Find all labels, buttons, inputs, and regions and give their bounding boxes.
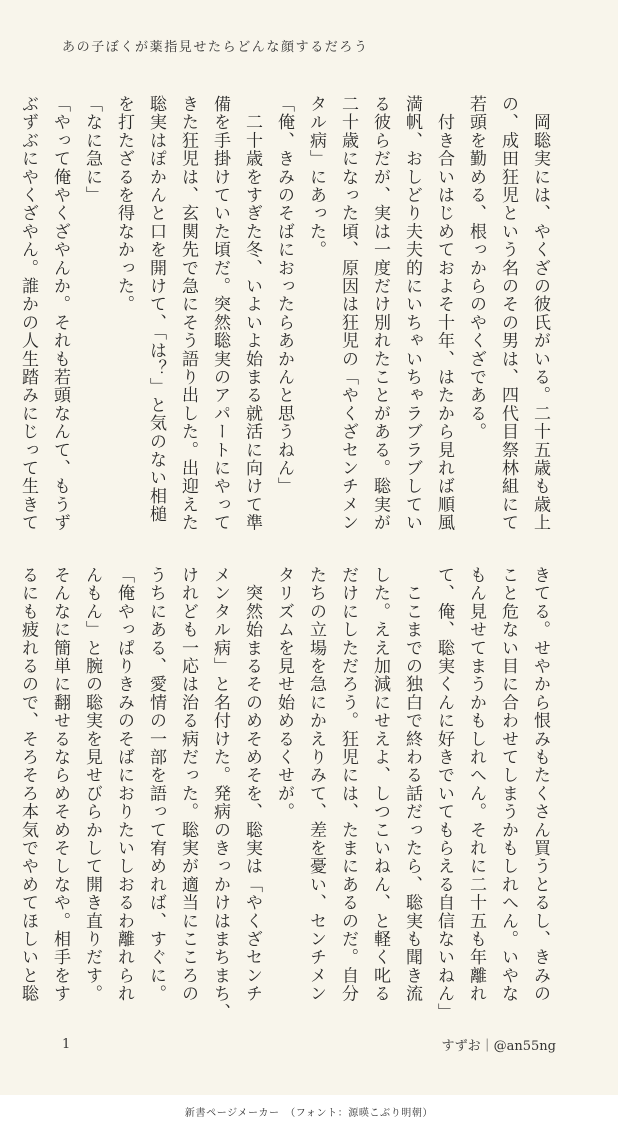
- text-line: 「俺やっぱりきみのそばにおりたいしおるわ離れられ: [114, 566, 134, 1003]
- text-line: だけにしただろう。狂児には、たまにあるのだ。自分: [338, 566, 358, 1003]
- text-line: 若頭を勤める、根っからのやくざである。: [466, 95, 486, 441]
- text-line: 「俺、きみのそばにおったらあかんと思うねん」: [274, 95, 294, 496]
- text-line: る彼らだが、実は一度だけ別れたことがある。聡実が: [370, 95, 390, 532]
- page-header-title: あの子ぼくが薬指見せたらどんな顔するだろう: [62, 40, 369, 55]
- page-number: 1: [62, 1037, 71, 1052]
- text-line: もん見せてまうかもしれへん。それに二十五も年離れ: [466, 566, 486, 1003]
- text-line: ぶずぶにやくざやん。誰かの人生踏みにじって生きて: [18, 95, 38, 532]
- text-line: した。ええ加減にせえよ、しつこいねん、と軽く叱る: [370, 566, 390, 1003]
- text-line: て、俺、聡実くんに好きでいてもらえる自信ないねん」: [434, 566, 454, 1021]
- text-line: 岡聡実には、やくざの彼氏がいる。二十五歳も歳上: [530, 95, 550, 532]
- text-line: 突然始まるそのめそめそを、聡実は「やくざセンチ: [242, 566, 262, 1003]
- text-line: こと危ない目に合わせてしまうかもしれへん。いやな: [498, 566, 518, 1003]
- text-line: 備を手掛けていた頃だ。突然聡実のアパートにやって: [210, 95, 230, 532]
- text-line: の、成田狂児という名のその男は、四代目祭林組にて: [498, 95, 518, 532]
- generator-credit: 新書ページメーカー （フォント：源暎こぶり明朝）: [184, 1108, 434, 1119]
- text-line: きてる。せやから恨みもたくさん買うとるし、きみの: [530, 566, 550, 1003]
- text-block-lower: [18, 566, 556, 1021]
- text-line: ここまでの独白で終わる話だったら、聡実も聞き流: [402, 566, 422, 1003]
- text-block-upper: [18, 95, 556, 532]
- text-line: るにも疲れるので、そろそろ本気でやめてほしいと聡: [18, 566, 38, 1003]
- text-line: タリズムを見せ始めるくせが。: [274, 566, 294, 821]
- text-line: メンタル病」と名付けた。発病のきっかけはまちまち、: [210, 566, 230, 1021]
- text-line: たちの立場を急にかえりみて、差を憂い、センチメン: [306, 566, 326, 1003]
- text-line: 「やって俺やくざやんか。それも若頭なんて、もうず: [50, 95, 70, 532]
- text-line: そんなに簡単に翻せるならめそめそしなや。相手をす: [50, 566, 70, 1003]
- text-line: んもん」と腕の聡実を見せびらかして開き直りだす。: [82, 566, 102, 1003]
- text-line: を打たざるを得なかった。: [114, 95, 134, 314]
- text-line: 聡実はぽかんと口を開けて、「は？」と気のない相槌: [146, 95, 166, 524]
- text-line: 二十歳をすぎた冬、いよいよ始まる就活に向けて準: [242, 95, 262, 532]
- text-line: 満帆、おしどり夫夫的にいちゃいちゃラブラブしてい: [402, 95, 422, 532]
- text-line: タル病」にあった。: [306, 95, 326, 259]
- text-line: 「なに急に」: [82, 95, 102, 205]
- author-credit: すずお｜@an55ng: [441, 1039, 556, 1054]
- text-line: けれども一応は治る病だった。聡実が適当にこころの: [178, 566, 198, 1003]
- text-line: 二十歳になった頃、原因は狂児の「やくざセンチメン: [338, 95, 358, 532]
- text-line: うちにある、愛情の一部を語って宥めれば、すぐに。: [146, 566, 166, 1003]
- text-line: 付き合いはじめておよそ十年、はたから見れば順風: [434, 95, 454, 532]
- text-line: きた狂児は、玄関先で急にそう語り出した。出迎えた: [178, 95, 198, 532]
